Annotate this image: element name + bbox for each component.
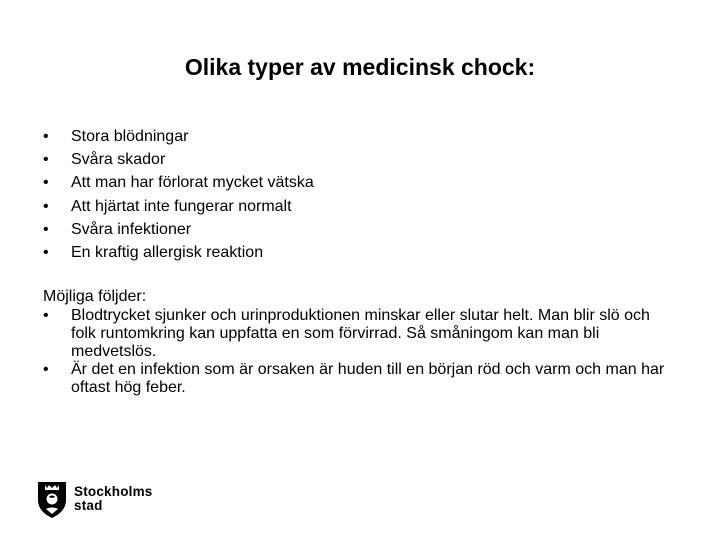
shock-types-list: [43, 125, 314, 264]
list-item: • Att hjärtat inte fungerar normalt: [43, 195, 314, 218]
list-item: • Blodtrycket sjunker och urinproduktionen minskar eller slutar helt. Man blir slö och folk runtomkring kan uppfatta en som förvirrad. Så småningom kan man bli medvetslös.: [43, 307, 673, 361]
list-item: • Stora blödningar: [43, 125, 314, 148]
stockholms-stad-logo: [36, 478, 153, 520]
logo-line-1: Stockholms: [74, 483, 153, 499]
consequences-list: [43, 307, 673, 397]
list-item: • Svåra skador: [43, 148, 314, 171]
consequences-heading: Möjliga följder:: [43, 288, 147, 305]
list-item: • Att man har förlorat mycket vätska: [43, 171, 314, 194]
shield-crest-icon: [36, 479, 68, 519]
list-item: • En kraftig allergisk reaktion: [43, 241, 314, 264]
logo-wordmark: [74, 485, 153, 514]
slide-title: Olika typer av medicinsk chock:: [184, 54, 536, 80]
list-item: • Svåra infektioner: [43, 218, 314, 241]
consequences-section: [43, 288, 673, 397]
logo-line-2: stad: [74, 498, 103, 513]
list-item: • Är det en infektion som är orsaken är huden till en början röd och varm och man har oftast hög feber.: [43, 361, 673, 397]
